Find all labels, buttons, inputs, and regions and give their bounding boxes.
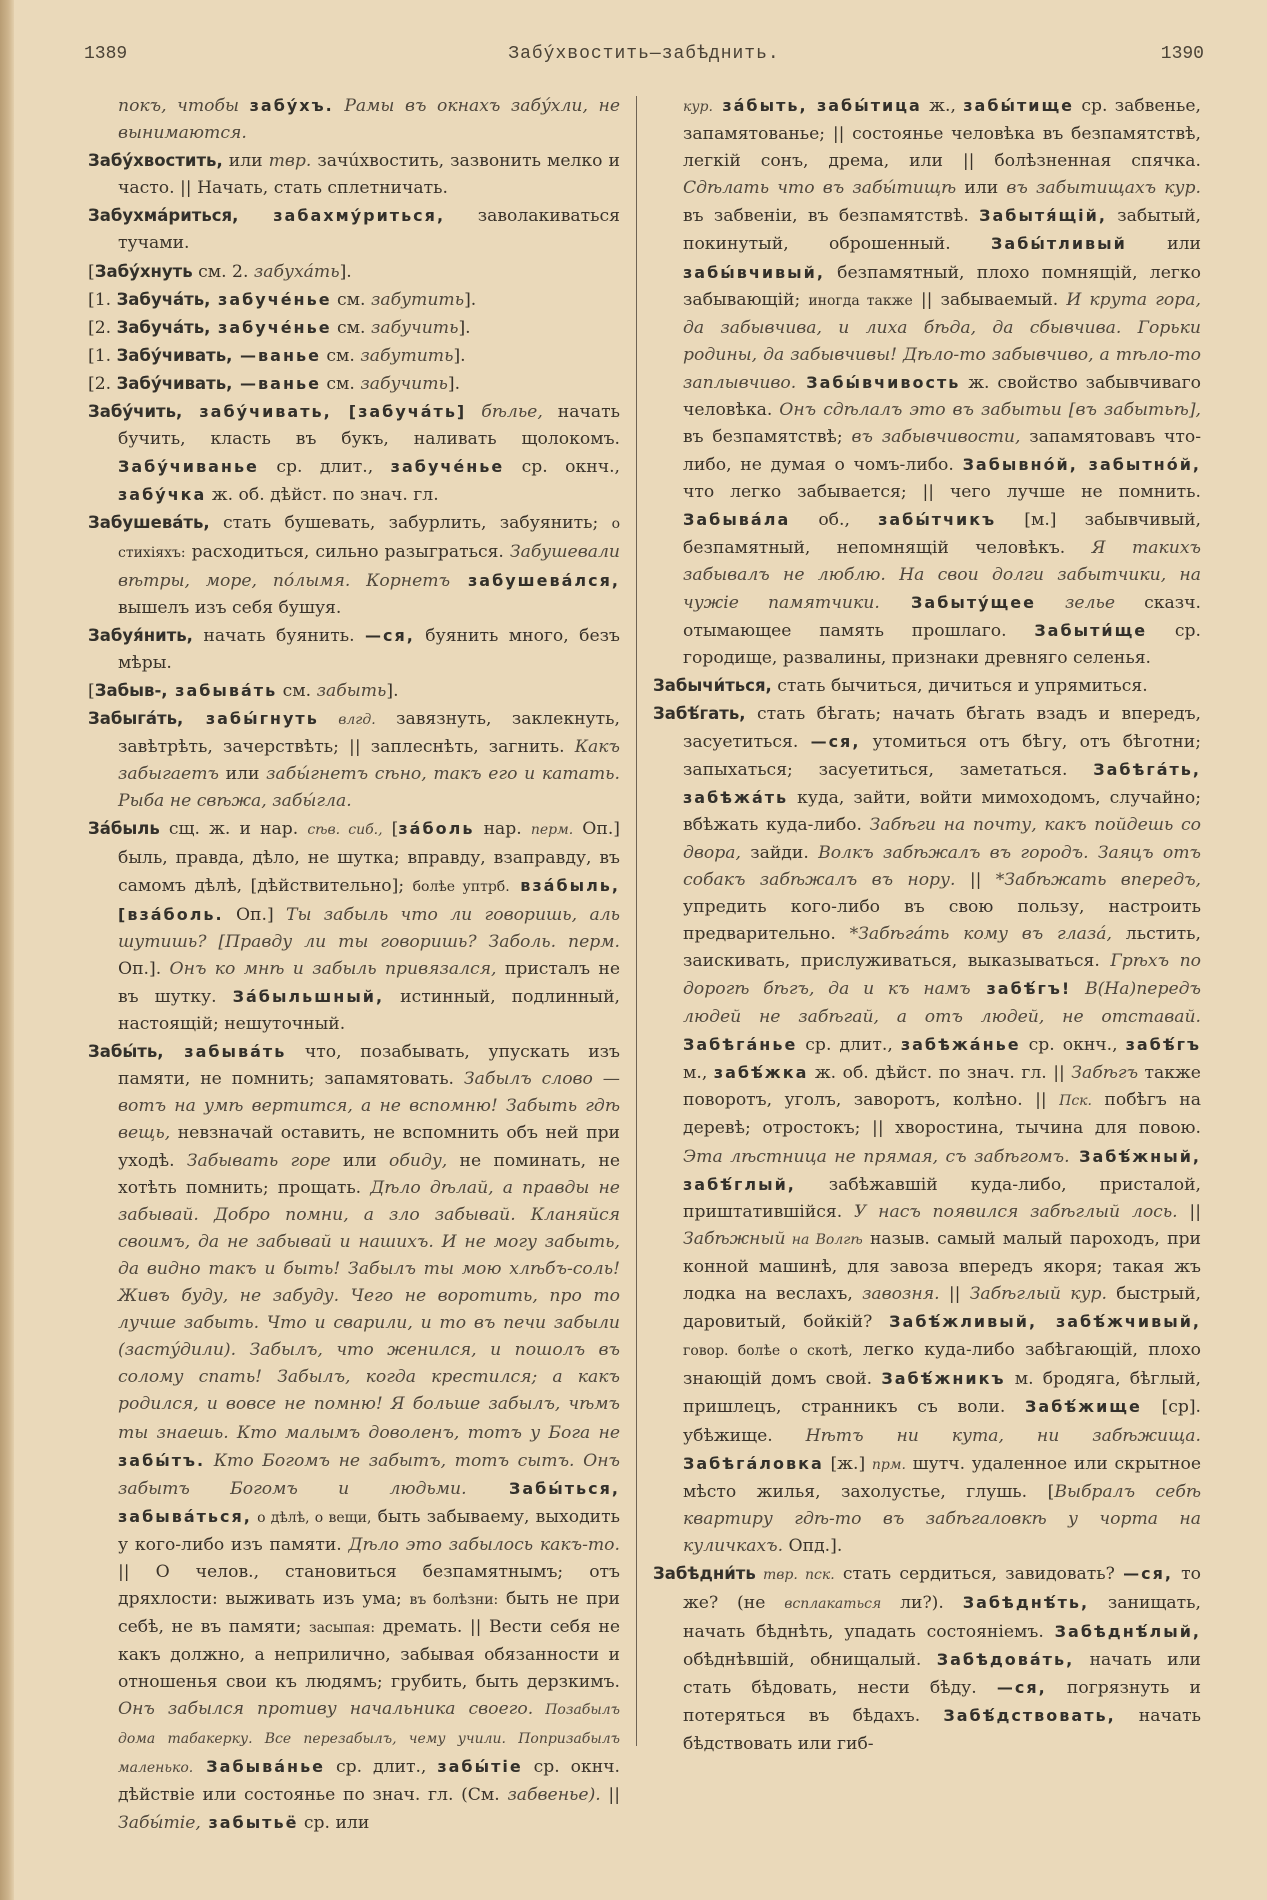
definition-text: [ [382, 819, 399, 840]
entry-zabuyanit [88, 622, 620, 677]
definition-text: || [955, 869, 996, 890]
example-text: Забы́тіе, [118, 1812, 201, 1833]
definition-text: || [600, 1784, 620, 1805]
page-number-left: 1389 [84, 44, 128, 64]
entry-zabyv [88, 677, 620, 705]
definition-text: начать буянить. [192, 625, 365, 646]
definition-text: быть не при себѣ, не въ памяти; [118, 1589, 620, 1638]
example-text: У насъ появился забѣглый лось. [853, 1201, 1178, 1222]
headword: Забѣгáть, забѣжáть [683, 760, 1201, 808]
headword: Забѣдни́ть [653, 1563, 756, 1583]
definition-text: ж. об. дѣйст. по знач. гл. || [808, 1063, 1072, 1084]
headword: забы́вчивый, [683, 262, 825, 282]
headword: забушевáлся, [450, 570, 620, 590]
definition-text: начать бѣдствовать или гиб- [683, 1706, 1201, 1754]
definition-text: м., [683, 1063, 714, 1084]
definition-text: м. бродяга, бѣглый, пришлецъ, странникъ съ воли. [683, 1369, 1201, 1418]
example-text: въ забывчивости, [851, 427, 1021, 448]
definition-text: Опд.]. [783, 1535, 843, 1556]
headword: Забѣгáловка [683, 1453, 824, 1473]
headword: забывáть [167, 680, 278, 700]
left-column [88, 92, 620, 1837]
headword: Забýхвостить, [88, 151, 223, 171]
headword: забýхъ. [249, 96, 334, 115]
definition-text: см. [320, 373, 361, 394]
definition-text: быстрый, даровитый, бойкій? [683, 1284, 1201, 1333]
example-text: зелье [1035, 592, 1116, 613]
region-label: сѣв. сиб., [307, 822, 383, 839]
definition-text: см. [277, 680, 317, 701]
definition-text: ср. окнч. дѣйствіе или состоянье по знач. гл. (См. [118, 1756, 620, 1805]
definition-text: завязнуть, заклекнуть, завѣтрѣть, зачерствѣть; || заплеснѣть, загнить. [118, 709, 620, 758]
example-text: И крута гора, да забывчива, и лиха бѣда, да сбывчива. Горьки родины, да забывчивы! Дѣло-то забывчиво, а тѣло-то заплывчиво. [683, 289, 1201, 393]
definition-text: расходиться, сильно разыграться. [185, 541, 510, 562]
entry-zabukhmaritsya [88, 202, 620, 257]
region-label: перм. [530, 822, 574, 839]
definition-text: Оп.]. [118, 958, 170, 979]
definition-text: стать сердиться, завидовать? [834, 1563, 1124, 1584]
headword: забѣ́жка [713, 1063, 809, 1083]
bracket: ]. [453, 345, 466, 366]
example-text: Забѣглый кур. [969, 1284, 1107, 1305]
definition-text: см. [320, 345, 361, 366]
example-text: Забѣжный [683, 1228, 786, 1249]
region-label: твр. пск. [755, 1566, 835, 1583]
example-text: Забушевали вѣтры, море, пóлымя. Корнетъ [118, 541, 620, 591]
definition-text: см. [331, 317, 371, 338]
example-text: Дѣло это забылось какъ-то. [348, 1534, 620, 1555]
cross-reference: забухáть [253, 261, 340, 282]
headword: Забывнóй, забытнóй, [962, 455, 1201, 475]
entry-zabyt [88, 1038, 620, 1837]
headword: забы́гнуть [183, 709, 319, 729]
entry-zabyl [88, 815, 620, 1038]
headword: Забы́тливый [991, 234, 1127, 254]
entry-zabuchit [88, 398, 620, 509]
headword: забучéнье [210, 317, 332, 337]
example-text: *Забѣгáть кому въ глазá, [849, 923, 1113, 944]
headword: Забѣдовáть, [936, 1650, 1075, 1670]
example-text: Ты забыль что ли говоришь, аль шутишь? [Правду ли ты говоришь? Заболь. перм. [118, 904, 620, 952]
entry-continuation [88, 92, 620, 147]
headword: зáбыть, забы́тица [712, 96, 922, 115]
definition-text: также поворотъ, уголъ, заворотъ, колѣно. || [683, 1063, 1201, 1111]
right-column [653, 92, 1201, 1758]
definition-text: стать бычиться, дичиться и упрямиться. [771, 675, 1148, 696]
headword: Забыгáть, [88, 709, 184, 729]
definition-text: сказч. отымающее память прошлаго. [683, 592, 1201, 641]
headword: Забытýщее [879, 592, 1036, 612]
bracket: ]. [447, 373, 461, 394]
definition-text: начать или стать бѣдовать, нести бѣду. [683, 1650, 1202, 1699]
bracket: [ [88, 680, 95, 701]
headword: зáболь [398, 819, 475, 839]
headword: забахмýриться, [238, 206, 446, 226]
region-label: влгд. [318, 712, 376, 729]
definition-text: запамятовавъ что-либо, не думая о чомъ-либо. [683, 427, 1202, 476]
entry-zabuchivat-2 [88, 370, 620, 398]
example-text: Нѣтъ ни кута, ни забѣжища. [805, 1425, 1201, 1446]
definition-text: безпамятный, плохо помнящій, легко забывающій; [683, 262, 1201, 310]
headword: забы́тъ. [118, 1450, 206, 1470]
definition-text: ж. об. дѣйст. по знач. гл. [206, 485, 439, 506]
definition-text: въ безпамятствѣ; [683, 427, 852, 448]
region-label: Пск. [1059, 1093, 1092, 1110]
definition-text: см. 2. [192, 261, 254, 282]
headword: —ся, [996, 1678, 1047, 1698]
example-text: забы́гнетъ сѣно, такъ его и катать. Рыба не свѣжа, забы́гла. [118, 764, 620, 812]
headword: —ванье [232, 345, 321, 365]
definition-text: утомиться отъ бѣгу, отъ бѣготни; запыхаться; засуетиться, заметаться. [683, 732, 1201, 781]
example-text: Выбралъ себѣ квартиру гдѣ-то въ забѣгаловкѣ у чорта на куличкахъ. [683, 1481, 1202, 1556]
definition-text: Оп.] [223, 904, 286, 925]
headword: Забыти́ще [1034, 620, 1148, 640]
page-number-right: 1390 [1160, 44, 1204, 64]
example-text: Какъ забыгаетъ [118, 737, 620, 785]
definition-text: погрязнуть и потеряться въ бѣдахъ. [683, 1678, 1201, 1727]
headword: Зáбыль [88, 819, 160, 839]
definition-text: забѣжавшій куда-либо, присталой, приштатившійся. [683, 1174, 1201, 1222]
definition-text: || забываемый. [912, 289, 1067, 310]
cross-reference: забыть [316, 680, 387, 701]
usage-label: болѣе уптрб. [412, 878, 510, 895]
headword: Забѣ́гать, [653, 704, 746, 724]
headword: Забывáнье [193, 1756, 326, 1776]
definition-text: легко куда-либо забѣгающій, плохо знающій домъ свой. [683, 1340, 1201, 1390]
headword: забѣ́гъ! [970, 979, 1072, 998]
definition-text: ср. окнч., [504, 457, 621, 478]
definition-text: об., [790, 510, 879, 531]
definition-text: забытый, покинутый, оброшенный. [683, 206, 1201, 255]
headword: Забѣднѣ́лый, [1054, 1622, 1201, 1642]
headword: Забы́вчивость [796, 372, 961, 392]
headword: Забывáла [683, 510, 791, 530]
entry-zabukhnut [88, 258, 620, 286]
headword: Забѣгáнье [683, 1035, 798, 1055]
definition-text: то же? (не [683, 1563, 1201, 1614]
definition-text: или [222, 151, 269, 172]
definition-text: что, позабывать, упускать изъ памяти, не помнить; запамятовать. [118, 1042, 620, 1090]
headword: Забѣднѣ́ть, [962, 1593, 1090, 1613]
headword: Забýчиванье [118, 457, 259, 477]
definition-text: ли?). [881, 1593, 963, 1614]
headword: забы́тчикъ [878, 510, 997, 530]
headword: Забучáть, [116, 317, 211, 337]
definition-text: дремать. || Вести себя не какъ должно, а неприлично, забывая обязанности и отношенья свои къ людямъ; грубить, быть дерзкимъ. [118, 1617, 620, 1693]
headword: —ся, [810, 732, 861, 752]
definition-text: не поминать, не хотѣть помнить; прощать. [118, 1150, 620, 1198]
headword: Забычи́ться, [653, 675, 772, 695]
entry-zabuchat-1 [88, 286, 620, 314]
definition-text: что легко забывается; || чего лучше не помнить. [683, 482, 1201, 503]
bracket: ]. [339, 261, 352, 282]
definition-text: Оп.] быль, правда, дѣло, не шутка; вправду, взаправду, въ самомъ дѣлѣ, [дѣйствительно]; [118, 819, 621, 896]
entry-zabushevat [88, 509, 620, 621]
headword: забучéнье [210, 289, 332, 309]
definition-text: начать бучить, класть въ букъ, наливать щолокомъ. [118, 402, 620, 450]
example-text: Забѣги на почту, какъ пойдешь со двора, [683, 815, 1201, 863]
entry-zabegat [653, 700, 1201, 1560]
cross-reference: забутить [370, 289, 465, 310]
headword: Забѣ́жный, забѣ́глый, [683, 1146, 1201, 1194]
definition-text: присталъ не въ шутку. [118, 958, 620, 1007]
headword: забѣжáнье [900, 1035, 1021, 1055]
definition-text: зачúхвостить, зазвонить мелко и часто. || Начать, стать сплетничать. [118, 151, 620, 199]
region-label: твр. [268, 151, 312, 172]
entry-zabygat [88, 705, 620, 815]
definition-text: въ забвеніи, въ безпамятствѣ. [683, 206, 980, 227]
headword: забѣ́гъ [1125, 1035, 1201, 1055]
example-text: Забѣгъ [1071, 1063, 1139, 1084]
definition-text: см. [331, 289, 371, 310]
definition-text: зайди. [740, 842, 819, 863]
usage-label: о стихіяхъ: [118, 516, 620, 561]
usage-label: засыпая: [308, 1620, 376, 1637]
cross-reference: забучить [370, 317, 459, 338]
definition-text: || [1177, 1201, 1201, 1222]
headword: Забýчивать, [116, 373, 233, 393]
headword: —ся, [1123, 1563, 1173, 1583]
bracket: [ [88, 261, 95, 282]
headword: Забухмáриться, [88, 206, 239, 226]
bracket: [1. [88, 345, 117, 366]
definition-text: куда, зайти, войти мимоходомъ, случайно; вбѣжать куда-либо. [683, 788, 1201, 836]
entry-zabychitsya [653, 672, 1201, 700]
page-header [84, 44, 1204, 74]
definition-text: назыв. самый малый пароходъ, при конной машинѣ, для завоза впередъ якоря; такая жъ лодка на веслахъ, [683, 1228, 1202, 1305]
definition-text: льстить, заискивать, прислуживаться, выказываться. [683, 923, 1201, 971]
definition-text: ср. длит., [258, 457, 391, 478]
example-text: Сдѣлать что въ забы́тищѣ [683, 178, 957, 199]
headword: забывáть [163, 1042, 287, 1062]
headword: Забѣ́жливый, забѣ́жчивый, [889, 1312, 1202, 1332]
bracket: ]. [386, 680, 399, 701]
definition-text: ср. городище, развалины, признаки древняго селенья. [683, 620, 1202, 668]
headword: Забýчивать, [116, 345, 233, 365]
definition-text: ср. или [298, 1812, 370, 1833]
headword: Забы́ть, [88, 1042, 164, 1062]
region-label: прм. [871, 1456, 906, 1473]
cross-reference: забвенье). [507, 1784, 601, 1805]
headword: Забѣ́жникъ [881, 1369, 1006, 1389]
definition-text: ср. длит., [325, 1756, 438, 1777]
definition-text: занищать, начать бѣднѣть, упадать состояніемъ. [683, 1593, 1201, 1643]
usage-label: въ болѣзни: [409, 1592, 499, 1609]
definition-text: или [956, 178, 1007, 199]
example-text: Онъ сдѣлалъ это въ забытьи [въ забытьѣ], [779, 400, 1201, 421]
example-text: В(На)передъ людей не забѣгай, а отъ людей, не отставай. [683, 979, 1201, 1028]
headword: —ся, [364, 625, 415, 645]
bracket: [2. [88, 317, 117, 338]
definition-text: сщ. ж. и нар. [159, 819, 308, 840]
example-text: Волкъ забѣжалъ въ городъ. Заяцъ отъ собакъ забѣжалъ въ нору. [683, 842, 1201, 890]
definition-text: обѣднѣвшій, обнищалый. [683, 1650, 937, 1671]
example-text: Кто Богомъ не забытъ, тотъ сытъ. Онъ забытъ Богомъ и людьми. [118, 1450, 620, 1499]
definition-text: ср. забвенье, запамятованье; || состоянье человѣка въ безпамятствѣ, легкій сонъ, дрема, или || болѣзненная спячка. [683, 96, 1201, 172]
definition-text: ср. окнч., [1020, 1035, 1126, 1056]
headword: забытьё [200, 1812, 299, 1832]
example-text: Я такихъ забывалъ не люблю. На свои долги забытчики, на чужіе памятчики. [683, 537, 1201, 613]
example-text: Рамы въ окнахъ забýхли, не вынимаются. [118, 96, 620, 144]
definition-text: стать бѣгать; начать бѣгать взадъ и впередъ, засуетиться. [683, 704, 1201, 753]
headword: Забушевáть, [88, 513, 210, 533]
headword: Забыв-, [94, 680, 168, 700]
definition-text: или [1126, 234, 1201, 255]
definition-text: нар. [474, 819, 531, 840]
book-spine-shadow [0, 0, 14, 1900]
entry-zabukhvostit [88, 147, 620, 202]
column-divider [636, 96, 637, 1746]
definition-text: [ср]. убѣжище. [683, 1397, 1202, 1446]
headword: Забýчить, [88, 402, 183, 422]
region-label: на Волгѣ [785, 1231, 863, 1248]
example-text: бѣлье, [466, 402, 543, 423]
example-text: завозня. [862, 1284, 940, 1305]
usage-label: говор. болѣе о скотѣ, [683, 1343, 853, 1360]
example-text: Грѣхъ по дорогѣ бѣгъ, да и къ намъ [683, 950, 1201, 999]
definition-text: стать бушевать, забурлить, забуянить; [209, 513, 612, 534]
usage-label: о дѣлѣ, о вещи, [251, 1509, 372, 1526]
example-text: Забылъ слово — вотъ на умѣ вертится, а не вспомню! Забыть гдѣ вещь, [118, 1069, 620, 1144]
example-text: въ забытищахъ кур. [1006, 178, 1201, 199]
definition-text: или [218, 764, 267, 785]
entry-zabuchivat-1 [88, 342, 620, 370]
entry-continuation [653, 92, 1201, 672]
definition-text: быть забываему, выходить у кого-либо изъ памяти. [118, 1506, 620, 1555]
headword: —ванье [232, 373, 321, 393]
bracket: ]. [464, 289, 477, 310]
example-text: Онъ ко мнѣ и забыль привязался, [169, 958, 497, 979]
definition-text: истинный, подлинный, настоящій; нешуточный. [118, 987, 620, 1035]
headword: забы́тіе [437, 1756, 523, 1776]
headword: Забýхнуть [94, 261, 193, 281]
definition-text: ж., [921, 96, 964, 116]
example-text: Онъ забылся противу начальника своего. [118, 1699, 534, 1720]
headword: Забуя́нить, [88, 625, 193, 645]
example-text: Дѣло дѣлай, а правды не забывай. Добро помни, а зло забывай. Кланяйся своимъ, да не забывай и нашихъ. И не могу забыть, да видно такъ и быть! Забылъ ты мою хлѣбъ-соль! Живъ буду, не забуду. Чего не воротить, про то лучше забыть. Что и сварили, и то въ печи забыли (застýдили). Забылъ, что женился, и пошолъ въ солому спать! Забылъ, когда крестился; а какъ родился, и вовсе не помню! Я больше забылъ, чѣмъ ты знаешь. Кто малымъ доволенъ, тотъ у Бога не [118, 1177, 620, 1443]
definition-text: [м.] забывчивый, безпамятный, непомнящій человѣкъ. [683, 510, 1201, 558]
definition-text: невзначай оставить, не вспомнить объ ней при уходѣ. [118, 1123, 620, 1171]
definition-text: заволакиваться тучами. [118, 206, 620, 254]
cross-reference: забучить [360, 373, 448, 394]
definition-text: [ж.] [823, 1453, 872, 1474]
example-text: Эта лѣстница не прямая, съ забѣгомъ. [683, 1146, 1070, 1167]
headword: забы́тище [963, 96, 1074, 115]
definition-text: || [939, 1284, 970, 1305]
entry-zabuchat-2 [88, 314, 620, 342]
headword: забучéнье [390, 457, 505, 477]
entry-zabednit [653, 1560, 1201, 1758]
headword: забýчивать, [забучáть] [182, 402, 467, 422]
headword: Забѣ́жище [1025, 1397, 1142, 1417]
example-text: Забывать горе [186, 1150, 331, 1171]
definition-text: упредить кого-либо въ свою пользу, настроить предварительно. [683, 896, 1201, 944]
example-text: всплакаться [784, 1596, 882, 1613]
headword: взáбыль, [взáболь. [118, 875, 621, 924]
running-title: Забýхвостить—забѣднить. [508, 44, 780, 64]
definition-text: || О челов., становиться безпамятнымъ; отъ дряхлости: выживать изъ ума; [118, 1561, 620, 1610]
example-text: *Забѣжать впередъ, [995, 869, 1202, 890]
headword: Забучáть, [116, 289, 211, 309]
bracket: [1. [88, 289, 117, 310]
headword: Забы́ться, забывáться, [118, 1478, 620, 1526]
bracket: [2. [88, 373, 117, 394]
headword: Забытя́щій, [979, 206, 1107, 226]
cross-reference: забутить [360, 345, 454, 366]
usage-label: иногда также [808, 292, 913, 309]
headword: Зáбыльшный, [232, 987, 385, 1006]
definition-text: вышелъ изъ себя бушуя. [118, 597, 342, 618]
definition-text: шутч. удаленное или скрытное мѣсто жилья, захолустье, глушь. [ [683, 1453, 1201, 1502]
headword: забýчка [118, 485, 207, 505]
example-text: покъ, чтобы [118, 96, 250, 116]
definition-text: ср. длит., [797, 1035, 901, 1056]
definition-text: побѣгъ на деревѣ; отростокъ; || хворостина, тычина для повою. [683, 1090, 1201, 1139]
definition-text: или [330, 1150, 390, 1171]
headword: Забѣ́дствовать, [943, 1706, 1116, 1726]
example-text: обиду, [389, 1150, 448, 1171]
example-text: Позабылъ дома табакерку. Все перезабылъ, чему учили. Попризабылъ маленько. [118, 1702, 621, 1776]
definition-text: буянить много, безъ мѣры. [118, 625, 620, 673]
bracket: ]. [458, 317, 471, 338]
definition-text: ж. свойство забывчиваго человѣка. [683, 372, 1201, 421]
region-label: кур. [683, 99, 713, 115]
